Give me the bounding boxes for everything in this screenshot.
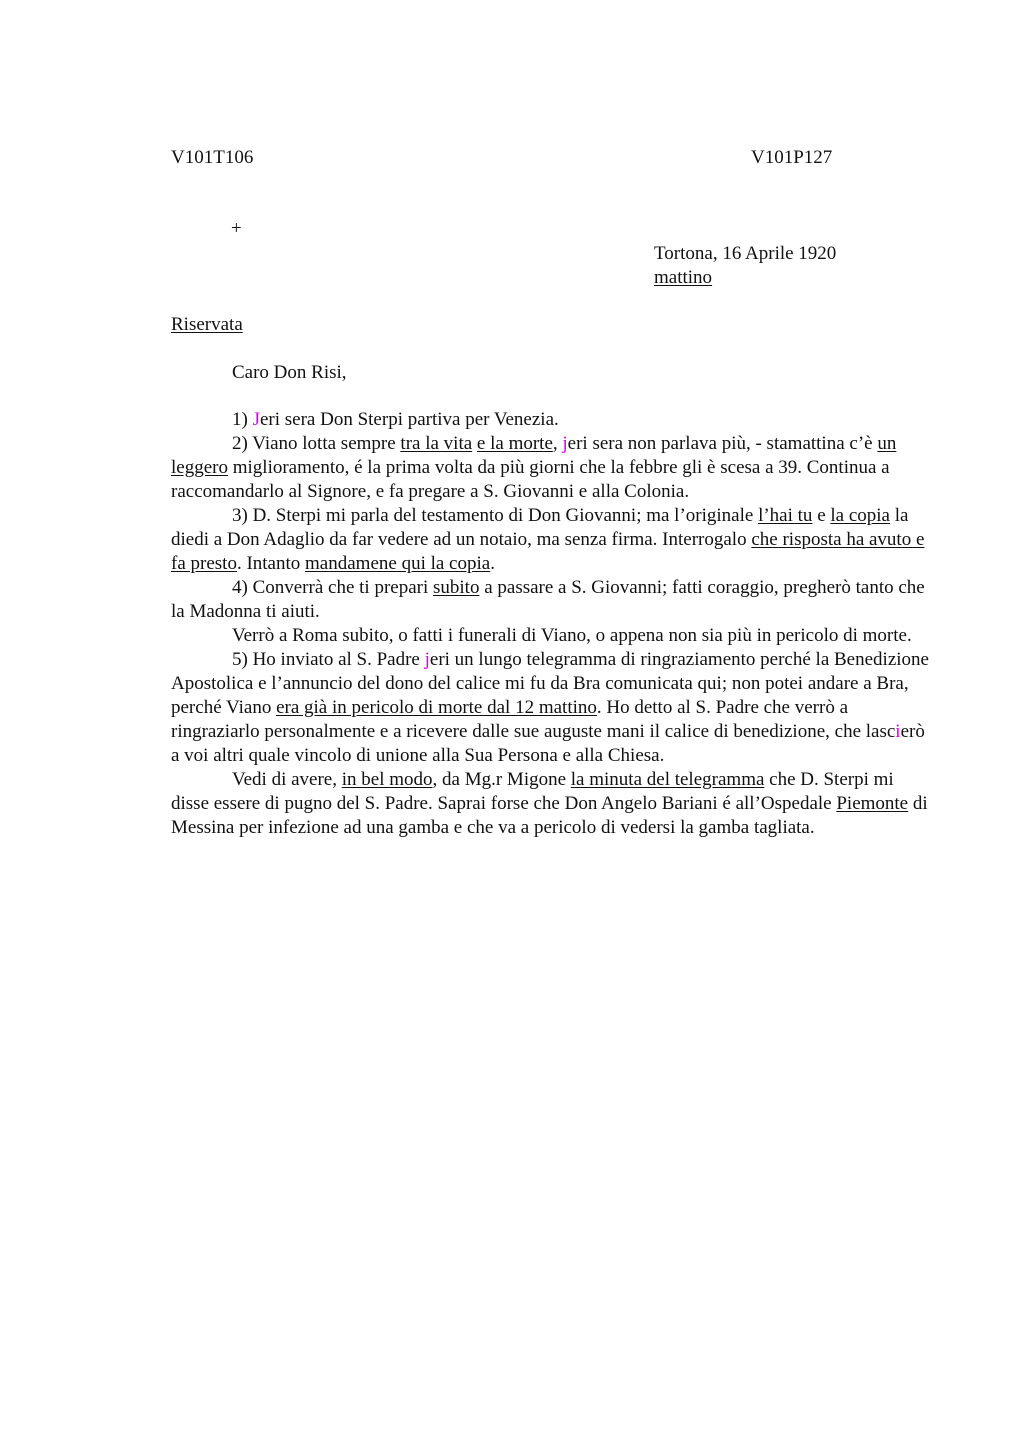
document-code-left: V101T106 bbox=[171, 147, 254, 168]
letter-page bbox=[171, 0, 931, 1450]
paragraph-5: 5) Ho inviato al S. Padre jeri un lungo telegramma di ringraziamento perché la Benedizione Apostolica e l’annuncio del dono del calice mi fu da Bra comunicata qui; non potei andare a Bra, perché Viano era già in pericolo di morte dal 12 mattino. Ho detto al S. Padre che verrò a ringraziarlo personalmente e a ricevere dalle sue auguste mani il calice di benedizione, che lascierò a voi altri quale vincolo di unione alla Sua Persona e alla Chiesa. bbox=[171, 649, 929, 766]
paragraph-3: 3) D. Sterpi mi parla del testamento di Don Giovanni; ma l’originale l’hai tu e la copia la diedi a Don Adaglio da far vedere ad un notaio, ma senza firma. Interrogalo che risposta ha avuto e fa presto. Intanto mandamene qui la copia. bbox=[171, 505, 925, 574]
paragraph-4b: Verrò a Roma subito, o fatti i funerali di Viano, o appena non sia più in pericolo di morte. bbox=[232, 625, 912, 646]
paragraph-4: 4) Converrà che ti prepari subito a passare a S. Giovanni; fatti coraggio, pregherò tanto che la Madonna ti aiuti. bbox=[171, 577, 925, 622]
salutation: Caro Don Risi, bbox=[232, 362, 347, 383]
paragraph-6: Vedi di avere, in bel modo, da Mg.r Migone la minuta del telegramma che D. Sterpi mi disse essere di pugno del S. Padre. Saprai forse che Don Angelo Bariani é all’Ospedale Piemonte di Messina per infezione ad una gamba e che va a pericolo di vedersi la gamba tagliata. bbox=[171, 769, 928, 838]
time-of-day: mattino bbox=[654, 267, 713, 288]
paragraph-1: 1) Jeri sera Don Sterpi partiva per Venezia. bbox=[232, 409, 559, 430]
place-date: Tortona, 16 Aprile 1920 bbox=[654, 243, 837, 264]
confidential-label: Riservata bbox=[171, 314, 243, 335]
letter-body bbox=[171, 408, 931, 840]
paragraph-2: 2) Viano lotta sempre tra la vita e la morte, jeri sera non parlava più, - stamattina c’è un leggero miglioramento, é la prima volta da più giorni che la febbre gli è scesa a 39. Continua a raccomandarlo al Signore, e fa pregare a S. Giovanni e alla Colonia. bbox=[171, 433, 897, 502]
cross-symbol: + bbox=[231, 218, 242, 239]
document-code-right: V101P127 bbox=[751, 147, 833, 168]
